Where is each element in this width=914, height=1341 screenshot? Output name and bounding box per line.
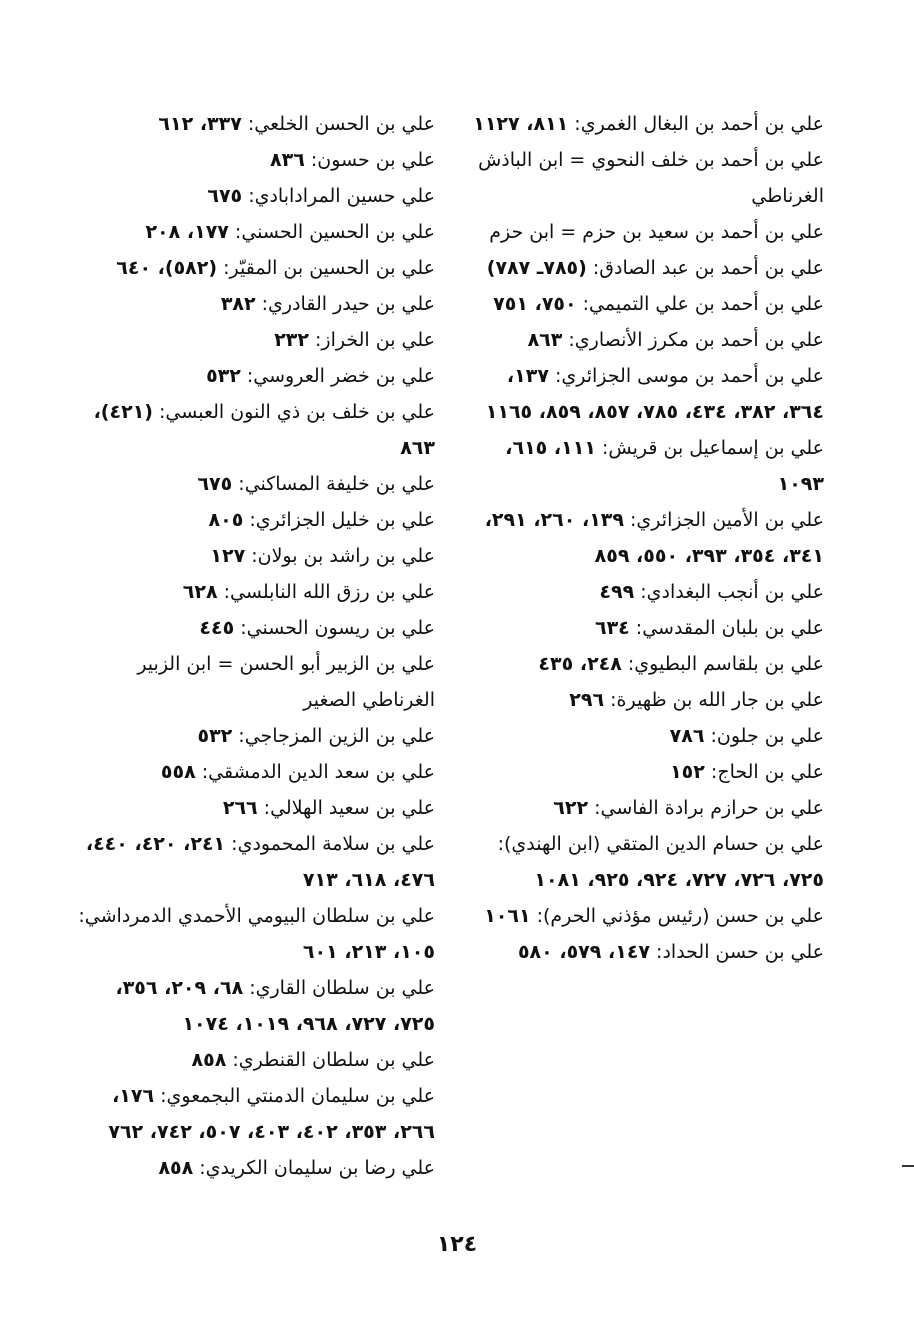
index-column-right bbox=[466, 106, 824, 970]
entry-pages: ٨٦٣ bbox=[527, 329, 563, 351]
entry-name: علي بن أحمد بن سعيد بن حزم = ابن حزم bbox=[489, 221, 824, 243]
entry-name: علي بن أحمد بن موسى الجزائري: bbox=[548, 365, 824, 387]
index-entry bbox=[466, 106, 824, 142]
entry-pages: ١٣٧، ٣٦٤، ٣٨٢، ٤٣٤، ٧٨٥، ٨٥٧، ٨٥٩، ١١٦٥ bbox=[485, 365, 824, 423]
entry-pages: ١٤٧، ٥٧٩، ٥٨٠ bbox=[517, 941, 651, 963]
entry-name: علي بن سلطان القاري: bbox=[243, 977, 435, 999]
entry-name: علي بن سعد الدين الدمشقي: bbox=[195, 761, 435, 783]
entry-pages: (٧٨٥ـ ٧٨٧) bbox=[486, 257, 587, 279]
entry-pages: (٥٨٢)، ٦٤٠ bbox=[116, 257, 218, 279]
entry-name: علي بن خضر العروسي: bbox=[240, 365, 435, 387]
entry-pages: ٨١١، ١١٢٧ bbox=[473, 113, 569, 135]
index-entry bbox=[466, 502, 824, 574]
index-entry bbox=[78, 286, 435, 322]
entry-pages: ١٥٢ bbox=[670, 761, 705, 783]
entry-name: علي بن سلطان البيومي الأحمدي الدمرداشي: bbox=[78, 905, 435, 927]
entry-name: علي بن الأمين الجزائري: bbox=[623, 509, 824, 531]
index-entry bbox=[466, 142, 824, 214]
entry-name: علي بن إسماعيل بن قريش: bbox=[595, 437, 824, 459]
entry-name: علي بن أنجب البغدادي: bbox=[634, 581, 824, 603]
index-entry bbox=[78, 790, 435, 826]
entry-pages: ٦٧٥ bbox=[197, 473, 233, 495]
index-entry bbox=[78, 1150, 435, 1186]
entry-name: علي بن الحسن الخلعي: bbox=[241, 113, 435, 135]
index-entry bbox=[78, 322, 435, 358]
index-entry bbox=[466, 934, 824, 970]
index-entry bbox=[466, 646, 824, 682]
index-entry bbox=[466, 718, 824, 754]
entry-name: علي بن أحمد بن خلف النحوي = ابن الباذش الغرناطي bbox=[478, 149, 824, 207]
entry-pages: ٥٥٨ bbox=[160, 761, 196, 783]
entry-name: علي بن سعيد الهلالي: bbox=[257, 797, 435, 819]
index-entry bbox=[466, 826, 824, 898]
entry-pages: ٦٨، ٢٠٩، ٣٥٦، ٧٢٥، ٧٢٧، ٩٦٨، ١٠١٩، ١٠٧٤ bbox=[115, 977, 435, 1035]
entry-pages: ٣٨٢ bbox=[220, 293, 256, 315]
entry-name: علي بن الحسين بن المقيّر: bbox=[217, 257, 435, 279]
entry-name: علي بن سليمان الدمنتي البجمعوي: bbox=[154, 1085, 435, 1107]
entry-name: علي بن حسن (رئيس مؤذني الحرم): bbox=[530, 905, 824, 927]
entry-name: علي بن جار الله بن ظهيرة: bbox=[604, 689, 824, 711]
index-entry bbox=[78, 610, 435, 646]
entry-name: علي بن بلقاسم البطيوي: bbox=[621, 653, 824, 675]
entry-name: علي بن خليل الجزائري: bbox=[243, 509, 435, 531]
entry-name: علي بن بلبان المقدسي: bbox=[629, 617, 824, 639]
index-entry bbox=[78, 178, 435, 214]
entry-pages: ٦٢٨ bbox=[182, 581, 218, 603]
entry-pages: ٢٩٦ bbox=[569, 689, 605, 711]
entry-pages: ٦٣٤ bbox=[594, 617, 630, 639]
entry-pages: ٧٢٥، ٧٢٦، ٧٢٧، ٩٢٤، ٩٢٥، ١٠٨١ bbox=[534, 869, 824, 891]
index-entry bbox=[466, 898, 824, 934]
entry-pages: (٤٢١)، ٨٦٣ bbox=[93, 401, 435, 459]
entry-pages: ٧٨٦ bbox=[669, 725, 705, 747]
index-entry bbox=[78, 574, 435, 610]
index-entry bbox=[78, 754, 435, 790]
index-entry bbox=[78, 250, 435, 286]
entry-name: علي بن حيدر القادري: bbox=[255, 293, 435, 315]
entry-pages: ٦٧٥ bbox=[207, 185, 243, 207]
entry-name: علي بن سلامة المحمودي: bbox=[225, 833, 435, 855]
entry-name: علي بن الزبير أبو الحسن = ابن الزبير الغرناطي الصغير bbox=[137, 653, 435, 711]
entry-name: علي بن خلف بن ذي النون العبسي: bbox=[152, 401, 435, 423]
index-entry bbox=[466, 754, 824, 790]
entry-pages: ٣٣٧، ٦١٢ bbox=[158, 113, 242, 135]
entry-pages: ١٣٩، ٢٦٠، ٢٩١، ٣٤١، ٣٥٤، ٣٩٣، ٥٥٠، ٨٥٩ bbox=[484, 509, 824, 567]
entry-name: علي بن حرازم برادة الفاسي: bbox=[588, 797, 824, 819]
entry-pages: ٢٤٨، ٤٣٥ bbox=[538, 653, 622, 675]
index-entry bbox=[78, 502, 435, 538]
entry-pages: ٢٤١، ٤٢٠، ٤٤٠، ٤٧٦، ٦١٨، ٧١٣ bbox=[85, 833, 435, 891]
entry-pages: ٤٤٥ bbox=[199, 617, 235, 639]
entry-pages: ٨٠٥ bbox=[208, 509, 244, 531]
entry-pages: ٦٢٢ bbox=[553, 797, 589, 819]
index-entry bbox=[78, 538, 435, 574]
entry-name: علي حسين المرادابادي: bbox=[242, 185, 435, 207]
entry-pages: ٢٣٢ bbox=[274, 329, 309, 351]
index-entry bbox=[78, 1042, 435, 1078]
entry-name: علي بن حسام الدين المتقي (ابن الهندي): bbox=[497, 833, 824, 855]
entry-pages: ١٠٥، ٢١٣، ٦٠١ bbox=[302, 941, 435, 963]
entry-pages: ٨٥٨ bbox=[191, 1049, 227, 1071]
entry-name: علي بن راشد بن بولان: bbox=[245, 545, 435, 567]
index-entry bbox=[466, 250, 824, 286]
index-column-left bbox=[78, 106, 435, 1186]
page-number: ١٢٤ bbox=[436, 1232, 478, 1257]
index-entry bbox=[78, 718, 435, 754]
index-entry bbox=[466, 214, 824, 250]
entry-pages: ٧٥٠، ٧٥١ bbox=[493, 293, 577, 315]
index-entry bbox=[78, 142, 435, 178]
entry-name: علي بن جلون: bbox=[704, 725, 824, 747]
margin-mark bbox=[902, 1165, 914, 1167]
index-entry bbox=[78, 898, 435, 970]
entry-name: علي بن رزق الله النابلسي: bbox=[217, 581, 435, 603]
entry-name: علي رضا بن سليمان الكريدي: bbox=[193, 1157, 435, 1179]
index-entry bbox=[78, 1078, 435, 1150]
entry-pages: ١١١، ٦١٥، ١٠٩٣ bbox=[505, 437, 824, 495]
index-entry bbox=[78, 970, 435, 1042]
entry-pages: ١٧٧، ٢٠٨ bbox=[145, 221, 229, 243]
entry-name: علي بن الحسين الحسني: bbox=[228, 221, 435, 243]
entry-name: علي بن أحمد بن عبد الصادق: bbox=[586, 257, 824, 279]
entry-name: علي بن الحاج: bbox=[704, 761, 824, 783]
entry-name: علي بن سلطان القنطري: bbox=[226, 1049, 435, 1071]
index-entry bbox=[466, 322, 824, 358]
index-entry bbox=[466, 286, 824, 322]
index-entry bbox=[466, 430, 824, 502]
entry-pages: ٤٩٩ bbox=[599, 581, 635, 603]
entry-name: علي بن حسن الحداد: bbox=[650, 941, 824, 963]
entry-name: علي بن أحمد بن علي التميمي: bbox=[576, 293, 824, 315]
index-entry bbox=[466, 682, 824, 718]
entry-pages: ١٢٧ bbox=[210, 545, 246, 567]
index-entry bbox=[466, 358, 824, 430]
index-entry bbox=[78, 646, 435, 718]
entry-pages: ٢٦٦ bbox=[222, 797, 258, 819]
entry-name: علي بن ريسون الحسني: bbox=[234, 617, 435, 639]
entry-pages: ١٠٦١ bbox=[484, 905, 531, 927]
entry-pages: ٨٥٨ bbox=[158, 1157, 194, 1179]
entry-name: علي بن أحمد بن البغال الغمري: bbox=[568, 113, 824, 135]
index-entry bbox=[466, 574, 824, 610]
index-entry bbox=[78, 358, 435, 394]
entry-pages: ١٧٦، ٢٦٦، ٣٥٣، ٤٠٢، ٤٠٣، ٥٠٧، ٧٤٢، ٧٦٢ bbox=[108, 1085, 435, 1143]
entry-pages: ٥٣٢ bbox=[206, 365, 241, 387]
entry-name: علي بن خليفة المساكني: bbox=[232, 473, 435, 495]
entry-name: علي بن الخراز: bbox=[308, 329, 435, 351]
index-entry bbox=[78, 106, 435, 142]
index-entry bbox=[78, 466, 435, 502]
index-entry bbox=[466, 790, 824, 826]
index-entry bbox=[78, 214, 435, 250]
entry-name: علي بن أحمد بن مكرز الأنصاري: bbox=[562, 329, 824, 351]
index-entry bbox=[78, 394, 435, 466]
index-entry bbox=[78, 826, 435, 898]
entry-name: علي بن حسون: bbox=[304, 149, 435, 171]
entry-pages: ٨٣٦ bbox=[270, 149, 305, 171]
entry-name: علي بن الزين المزجاجي: bbox=[232, 725, 435, 747]
index-entry bbox=[466, 610, 824, 646]
entry-pages: ٥٣٢ bbox=[197, 725, 233, 747]
